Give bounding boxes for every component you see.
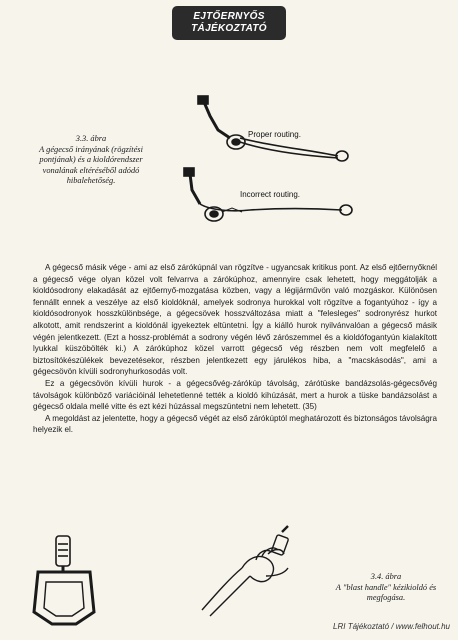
figure-3-4-caption-text: A "blast handle" kézikioldó és megfogása. xyxy=(335,582,437,602)
body-paragraph-2: Ez a gégecsövön kívüli hurok - a gégecsővég-zárókúp távolság, zárótüske bandázsolás-gégecsővég távolságok különböző variációinál lehetetlenné tették a kioldó kihúzását, mert a hurok a tüske bandázsolást a gégecső oldala mellé vitte és ezt kézi húzással megszüntetni nem lehetett. (35) xyxy=(33,378,437,412)
figure-3-4-caption xyxy=(330,572,442,604)
label-incorrect-routing: Incorrect routing. xyxy=(240,190,301,199)
blast-handle-drawing xyxy=(28,532,100,628)
label-proper-routing: Proper routing. xyxy=(248,130,301,139)
header-banner xyxy=(172,6,286,40)
header-title-line2: TÁJÉKOZTATÓ xyxy=(191,23,267,34)
hand-grip-drawing xyxy=(196,524,316,620)
header-title-line1: EJTŐERNYŐS xyxy=(193,11,265,22)
figure-3-3-caption xyxy=(30,134,152,187)
routing-diagram xyxy=(170,94,370,234)
body-text xyxy=(33,262,437,436)
figure-3-3-caption-text: A gégecső irányának (rögzítési pontjának) és a kioldórendszer vonalának eltéréséből adódó hibalehetőség. xyxy=(39,144,143,185)
body-paragraph-3: A megoldást az jelentette, hogy a gégecső végét az első zárókúptól meghatározott és biztonságos távolságra helyezik el. xyxy=(33,413,437,435)
figure-3-4-handle-illustration xyxy=(28,532,100,628)
figure-3-4-grip-illustration xyxy=(196,524,316,620)
body-paragraph-1: A gégecső másik vége - ami az első zárókúpnál van rögzítve - ugyancsak kritikus pont. Az első ejtőernyőknél a gégecső vége olyan közel volt felvarrva a zárókúphoz, amennyire csak lehetett, hogy meggátolják a kioldósodrony elakadását az ejtőernyő-mozgatása közben, vagy a légijárművön való mozgáskor. Különösen fennállt ennek a veszélye az első kioldóknál, amelyek sodronya hurokkal volt rögzítve a fogantyúhoz - így a kioldósodronyok hosszkülönbsége, a gégecsövek hosszváltozása miatt a "felesleges" sodronyrész hurkot alkotott, amit rendszerint a kioldónál igyekeztek eltüntetni. Így a kiálló hurok nyilvánvalóan a gégecső másik végén jelentkezett. (Ezt a hossz-problémát a sodrony végén lévő zárószemmel és a kioldófogantyún kialakított lyukkal küszöbölték ki.) A zárókúphoz közel varrott gégecső vég részben nem volt megfelelő a biztosítókészülékek bevezetésekor, részben jelentkezett egy járulékos hiba, a "macskásodás", ami a gégecsövön kívüli sodronyhurkosodás volt. xyxy=(33,263,437,377)
page-footer: LRI Tájékoztató / www.felhout.hu xyxy=(333,622,450,631)
figure-3-3-illustration xyxy=(170,94,370,234)
figure-3-4-number: 3.4. ábra xyxy=(370,572,402,581)
figure-3-3-number: 3.3. ábra xyxy=(75,134,107,143)
